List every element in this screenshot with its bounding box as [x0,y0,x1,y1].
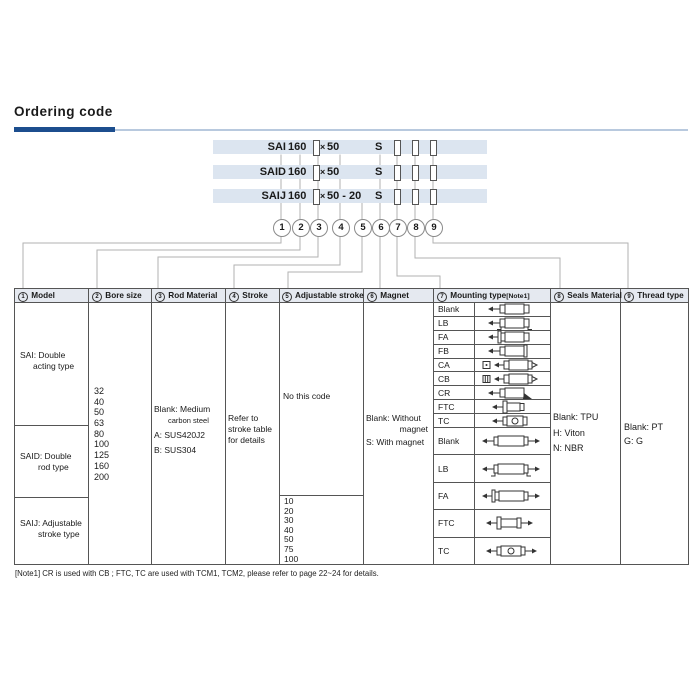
column-divider [279,288,280,565]
code-stroke: 50 [327,166,340,178]
bore-size-item: 32 [94,386,105,396]
rod-material-a: A: SUS420J2 [154,430,206,440]
header-label: Seals Material [567,291,622,300]
column-header-bore-size [92,288,142,303]
model-row-divider [14,425,88,426]
mounting-row [434,538,550,565]
order-circle-5: 5 [354,219,372,237]
code-mounting-placeholder-box [394,189,401,205]
header-circled-number: 4 [229,292,239,302]
code-stroke: 50 [327,141,340,153]
rod-material-b: B: SUS304 [154,445,197,455]
mounting-row [434,483,550,510]
mounting-row [434,400,550,414]
mounting-code: FA [434,331,475,344]
stroke-line: for details [228,435,265,445]
adjustable-value: 100 [284,553,299,564]
mounting-row [434,414,550,428]
column-divider [88,288,89,565]
code-rod-placeholder-box [313,165,320,181]
code-bore: 160 [288,190,307,202]
code-thread-placeholder-box [430,189,437,205]
header-label: Bore size [105,291,142,300]
bore-size-item: 63 [94,418,105,429]
column-divider [363,288,364,565]
seals-blank: Blank: TPU [553,412,599,422]
mounting-code: TC [434,414,475,427]
bore-size-item: 100 [94,439,110,450]
code-mounting-placeholder-box [394,140,401,156]
mounting-code: FA [434,483,475,509]
column-divider [550,288,551,565]
header-circled-number: 2 [92,292,102,302]
adjustable-value: 50 [284,534,294,545]
mounting-code: CA [434,359,475,372]
header-circled-number: 8 [554,292,564,302]
code-bore: 160 [288,166,307,178]
code-magnet: S [375,141,383,153]
mounting-code: LB [434,455,475,481]
order-circle-8: 8 [407,219,425,237]
header-label: Adjustable stroke [294,291,364,300]
column-divider [151,288,152,565]
model-sai-line2: acting type [33,361,75,371]
mounting-type-subtable [434,303,550,565]
magnet-cell [366,413,428,448]
mounting-code: FTC [434,400,475,413]
column-header-model [18,288,55,303]
model-saij-line2: stroke type [38,529,80,539]
mounting-row [434,359,550,373]
mounting-row [434,345,550,359]
column-header-rod-material [155,288,217,303]
adjustable-none-cell: No this code [283,391,331,401]
model-sai-line1: SAI: Double [20,350,66,360]
model-said-line1: SAID: Double [20,451,72,461]
code-seals-placeholder-box [412,165,419,181]
code-magnet: S [375,166,383,178]
mounting-code: CR [434,386,475,399]
adjustable-value: 20 [284,505,294,516]
adjustable-value: 10 [284,496,294,506]
header-circled-number: 9 [624,292,634,302]
order-circle-2: 2 [292,219,310,237]
magnet-s-line: S: With magnet [366,437,425,447]
model-row-divider [14,497,88,498]
thread-type-cell [624,420,663,448]
double-rod-basic-icon [475,428,550,454]
order-circle-6: 6 [372,219,390,237]
mounting-row [434,372,550,386]
header-label: Model [31,291,55,300]
bore-size-item: 125 [94,450,110,461]
mounting-code: Blank [434,428,475,454]
model-saij-line1: SAIJ: Adjustable [20,518,82,528]
model-cell-said [20,451,72,473]
code-model: SAIJ [261,190,286,202]
adjustable-value: 30 [284,515,294,526]
column-divider [620,288,621,565]
cylinder-center-trunnion-icon [475,414,550,427]
double-rod-center-trunnion-icon [475,538,550,565]
page-title: Ordering code [14,104,113,119]
order-circle-7: 7 [389,219,407,237]
code-row-saij [213,189,487,203]
mounting-code: LB [434,317,475,330]
thread-blank: Blank: PT [624,422,664,432]
column-header-stroke [229,288,268,303]
code-thread-placeholder-box [430,165,437,181]
mounting-code: FTC [434,510,475,536]
mounting-code: CB [434,372,475,385]
code-rod-placeholder-box [313,140,320,156]
mounting-code: FB [434,345,475,358]
adjustable-value: 75 [284,543,294,554]
double-rod-foot-mount-icon [475,455,550,481]
mounting-row [434,428,550,455]
code-row-said [213,165,487,179]
model-cell-saij [20,518,82,540]
column-header-thread-type [624,288,684,303]
title-underline-bar [14,127,115,132]
code-seals-placeholder-box [412,189,419,205]
rod-material-blank-sub: carbon steel [168,416,209,425]
bore-size-item: 50 [94,407,105,418]
multiply-sign: × [320,142,326,152]
bore-size-item: 160 [94,460,110,471]
header-label: Stroke [242,291,268,300]
double-rod-front-flange-icon [475,483,550,509]
column-header-magnet [367,288,409,303]
code-row-sai [213,140,487,154]
code-model: SAID [259,166,286,178]
cylinder-front-flange-icon [475,331,550,344]
mounting-code: Blank [434,303,475,316]
stroke-line: stroke table [228,424,272,434]
order-circle-3: 3 [310,219,328,237]
code-mounting-placeholder-box [394,165,401,181]
header-note-ref: [Note1] [506,293,530,300]
code-bore: 160 [288,141,307,153]
adjustable-values-list [284,497,298,564]
cylinder-clevis-a-icon [475,359,550,372]
header-label: Mounting type [450,291,507,300]
order-circle-9: 9 [425,219,443,237]
cylinder-foot-mount-icon [475,317,550,330]
header-circled-number: 6 [367,292,377,302]
cylinder-front-trunnion-icon [475,400,550,413]
magnet-blank-line2: magnet [399,424,428,434]
multiply-sign: × [320,191,326,201]
header-circled-number: 7 [437,292,447,302]
header-label: Magnet [380,291,409,300]
mounting-row [434,386,550,400]
seals-material-cell [553,410,598,457]
code-rod-placeholder-box [313,189,320,205]
multiply-sign: × [320,167,326,177]
bore-size-item: 200 [94,471,110,482]
bore-size-item: 40 [94,396,105,407]
mounting-row [434,455,550,482]
double-rod-front-trunnion-icon [475,510,550,536]
adjustable-value: 40 [284,524,294,535]
seals-n: N: NBR [553,443,584,453]
column-header-adjustable-stroke [282,288,364,303]
cylinder-rear-pivot-icon [475,386,550,399]
cylinder-clevis-b-icon [475,372,550,385]
rod-material-blank: Blank: Medium [154,404,211,414]
column-header-seals-material [554,288,622,303]
header-circled-number: 5 [282,292,292,302]
mounting-row [434,303,550,317]
header-circled-number: 1 [18,292,28,302]
mounting-code: TC [434,538,475,565]
order-circle-1: 1 [273,219,291,237]
stroke-line: Refer to [228,413,259,423]
code-model: SAI [267,141,286,153]
header-circled-number: 3 [155,292,165,302]
mounting-row [434,510,550,537]
bore-size-item: 80 [94,428,105,439]
cylinder-basic-icon [475,303,550,316]
bore-size-list [94,386,109,482]
stroke-cell [228,413,272,446]
magnet-blank-line1: Blank: Without [366,413,421,423]
code-stroke: 50 - 20 [327,190,362,202]
cylinder-rear-flange-icon [475,345,550,358]
model-cell-sai [20,350,74,372]
order-circle-4: 4 [332,219,350,237]
code-seals-placeholder-box [412,140,419,156]
thread-g: G: G [624,436,644,446]
header-label: Thread type [637,291,684,300]
model-said-line2: rod type [38,462,69,472]
rod-material-cell [154,404,210,456]
mounting-row [434,317,550,331]
code-thread-placeholder-box [430,140,437,156]
title-extension-line [115,129,688,131]
mounting-row [434,331,550,345]
column-divider [225,288,226,565]
footnote: [Note1] CR is used with CB ; FTC, TC are used with TCM1, TCM2, please refer to page 22~24 for details. [15,569,379,578]
column-header-mounting-type [437,288,530,303]
seals-h: H: Viton [553,427,585,438]
code-magnet: S [375,190,383,202]
header-label: Rod Material [168,291,218,300]
